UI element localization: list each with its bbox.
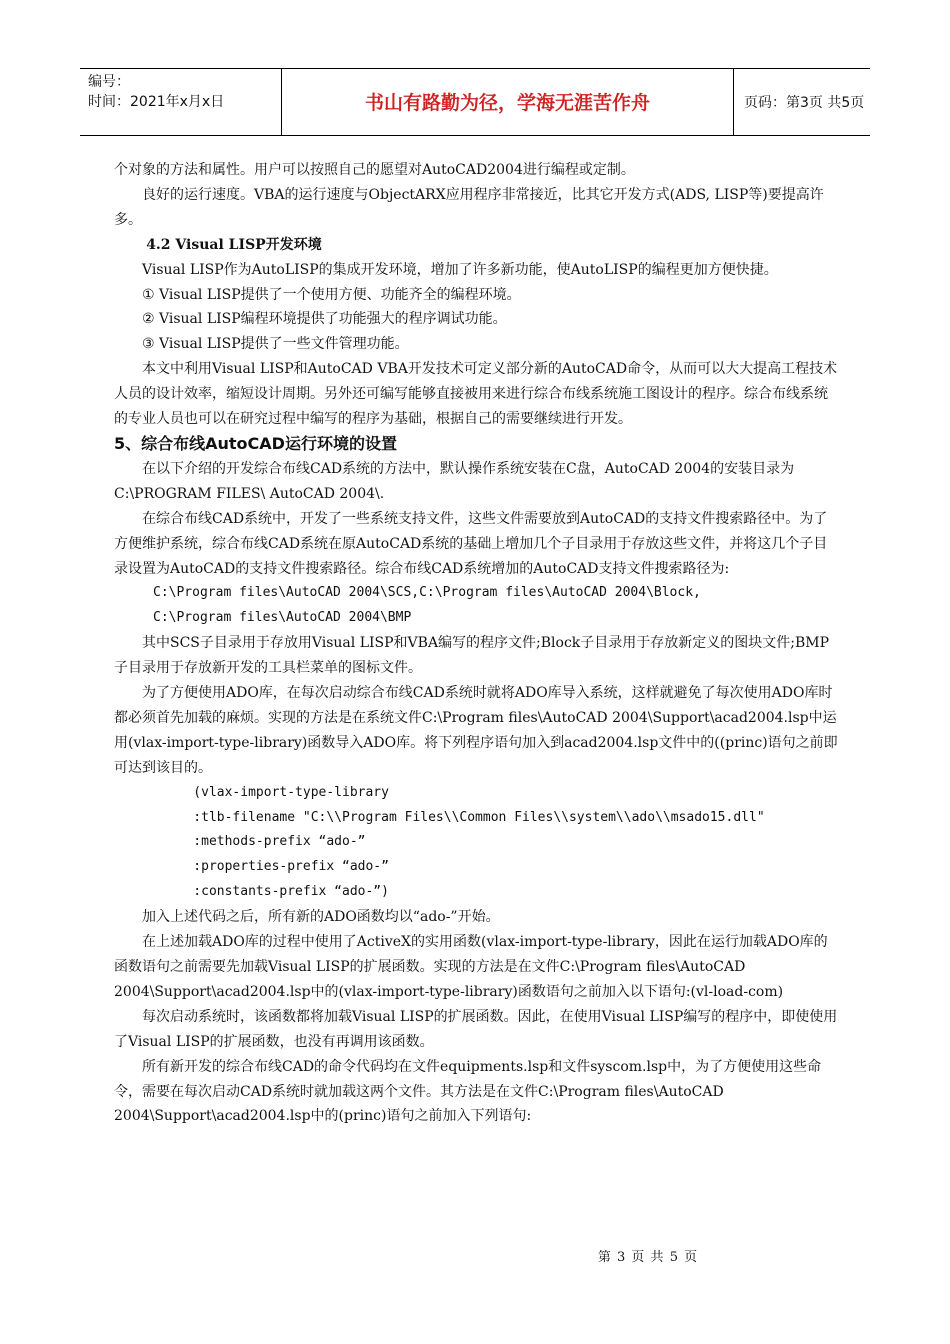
- paragraph: 加入上述代码之后，所有新的ADO函数均以“ado-”开始。: [142, 909, 500, 926]
- paragraph: 个对象的方法和属性。用户可以按照自己的愿望对AutoCAD2004进行编程或定制。: [114, 162, 635, 178]
- header-meta: [80, 69, 282, 135]
- paragraph: 良好的运行速度。VBA的运行速度与ObjectARX应用程序非常接近，比其它开发方式(ADS, LISP等)要提高许多。: [114, 186, 824, 228]
- code-line: :properties-prefix “ado-”: [193, 859, 389, 875]
- paragraph: 本文中利用Visual LISP和AutoCAD VBA开发技术可定义部分新的AutoCAD命令，从而可以大大提高工程技术人员的设计效率，缩短设计周期。另外还可编写能够直接被用来进行综合布线系统施工图设计的程序。综合布线系统的专业人员也可以在研究过程中编写的程序为基础，根据自己的需要继续进行开发。: [114, 361, 838, 428]
- paragraph: 在上述加载ADO库的过程中使用了ActiveX的实用函数(vlax-import-type-library，因此在运行加载ADO库的函数语句之前需要先加载Visual LISP的扩展函数。实现的方法是在文件C:\Program files\AutoCAD 2004\Support\acad2004.lsp中的(vlax-import-type-library)函数语句之前加入以下语句:(vl-load-com): [114, 934, 828, 1000]
- path-line: C:\Program files\AutoCAD 2004\SCS,C:\Program files\AutoCAD 2004\Block,: [153, 585, 701, 601]
- paragraph: 其中SCS子目录用于存放用Visual LISP和VBA编写的程序文件;Block子目录用于存放新定义的图块文件;BMP子目录用于存放新开发的工具栏菜单的图标文件。: [114, 635, 830, 677]
- list-item: ① Visual LISP提供了一个使用方便、功能齐全的编程环境。: [142, 286, 521, 303]
- code-line: (vlax-import-type-library: [193, 784, 389, 800]
- list-item: ③ Visual LISP提供了一些文件管理功能。: [142, 336, 409, 353]
- list-item: ② Visual LISP编程环境提供了功能强大的程序调试功能。: [142, 311, 507, 328]
- section-heading-4-2: 4.2 Visual LISP开发环境: [146, 236, 322, 253]
- header-motto: 书山有路勤为径，学海无涯苦作舟: [282, 69, 734, 135]
- paragraph: 在综合布线CAD系统中，开发了一些系统支持文件，这些文件需要放到AutoCAD的支持文件搜索路径中。为了方便维护系统，综合布线CAD系统在原AutoCAD系统的基础上增加几个子目录用于存放这些文件，并将这几个子目录设置为AutoCAD的支持文件搜索路径。综合布线CAD系统增加的AutoCAD支持文件搜索路径为:: [114, 510, 828, 577]
- header-time-label: 时间：2021年x月x日: [88, 94, 225, 110]
- page-footer: 第 3 页 共 5 页: [597, 1250, 699, 1265]
- paragraph: Visual LISP作为AutoLISP的集成开发环境，增加了许多新功能，使AutoLISP的编程更加方便快捷。: [142, 261, 778, 278]
- section-heading-5: 5、综合布线AutoCAD运行环境的设置: [114, 433, 397, 453]
- document-body: [114, 158, 838, 1129]
- code-line: :tlb-filename "C:\\Program Files\\Common Files\\system\\ado\\msado15.dll": [193, 809, 765, 825]
- header-page-info: 页码：第3页 共5页: [744, 95, 865, 111]
- path-line: C:\Program files\AutoCAD 2004\BMP: [153, 610, 412, 626]
- paragraph: 在以下介绍的开发综合布线CAD系统的方法中，默认操作系统安装在C盘，AutoCAD 2004的安装目录为C:\PROGRAM FILES\ AutoCAD 2004\.: [114, 460, 795, 502]
- paragraph: 每次启动系统时，该函数都将加载Visual LISP的扩展函数。因此，在使用Visual LISP编写的程序中，即使使用了Visual LISP的扩展函数，也没有再调用该函数。: [114, 1008, 838, 1050]
- code-line: :constants-prefix “ado-”): [193, 884, 389, 900]
- paragraph: 为了方便使用ADO库，在每次启动综合布线CAD系统时就将ADO库导入系统，这样就避免了每次使用ADO库时都必须首先加载的麻烦。实现的方法是在系统文件C:\Program files\AutoCAD 2004\Support\acad2004.lsp中运用(vlax-import-type-library)函数导入ADO库。将下列程序语句加入到acad2004.lsp文件中的((princ)语句之前即可达到该目的。: [114, 685, 838, 776]
- page-header: [80, 68, 870, 136]
- code-line: :methods-prefix “ado-”: [193, 834, 366, 850]
- paragraph: 所有新开发的综合布线CAD的命令代码均在文件equipments.lsp和文件syscom.lsp中，为了方便使用这些命令，需要在每次启动CAD系统时就加载这两个文件。其方法是在文件C:\Program files\AutoCAD 2004\Support\acad2004.lsp中的(princ)语句之前加入下列语句:: [114, 1058, 822, 1125]
- header-number-label: 编号：: [88, 74, 130, 90]
